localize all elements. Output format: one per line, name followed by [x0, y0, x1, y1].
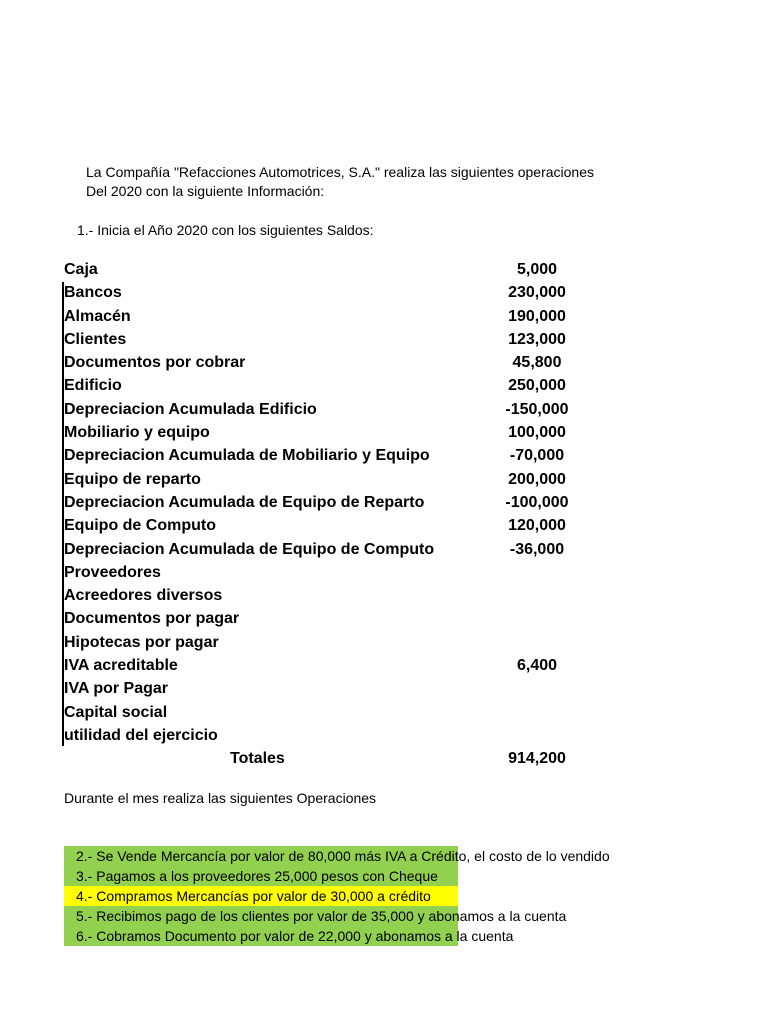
account-row — [62, 398, 592, 421]
account-value: -100,000 — [505, 493, 569, 511]
account-row — [62, 444, 592, 467]
account-name: IVA por Pagar — [64, 680, 169, 698]
account-value: 230,000 — [508, 284, 566, 302]
totals-label: Totales — [230, 750, 285, 767]
account-row — [62, 631, 592, 654]
account-name: Proveedores — [64, 563, 161, 581]
account-row — [62, 724, 592, 747]
totals-value: 914,200 — [508, 750, 566, 767]
account-value: 200,000 — [508, 470, 566, 488]
account-row — [62, 677, 592, 700]
account-name: Mobiliario y equipo — [64, 424, 210, 442]
account-row — [62, 305, 592, 328]
account-name: Equipo de Computo — [64, 517, 216, 535]
account-name: Equipo de reparto — [64, 470, 201, 488]
account-name: Depreciacion Acumulada Edificio — [64, 400, 317, 418]
account-value: 190,000 — [508, 307, 566, 325]
account-row — [62, 351, 592, 374]
operation-text: 4.- Compramos Mercancías por valor de 30,000 a crédito — [76, 888, 431, 904]
step-1-text: 1.- Inicia el Año 2020 con los siguientes Saldos: — [77, 222, 374, 238]
account-value: 100,000 — [508, 424, 566, 442]
account-row — [62, 607, 592, 630]
operation-text: 5.- Recibimos pago de los clientes por valor de 35,000 y abonamos a la cuenta — [76, 908, 567, 924]
account-row — [62, 584, 592, 607]
account-row — [62, 468, 592, 491]
account-row — [62, 561, 592, 584]
account-name: Edificio — [64, 377, 122, 395]
account-value: 123,000 — [508, 330, 566, 348]
account-name: Bancos — [64, 284, 122, 302]
account-value: 250,000 — [508, 377, 566, 395]
account-name: Depreciacion Acumulada de Equipo de Computo — [64, 540, 435, 558]
account-name: Acreedores diversos — [64, 587, 223, 605]
account-balance-list — [62, 258, 592, 747]
operation-text: 6.- Cobramos Documento por valor de 22,000 y abonamos a la cuenta — [76, 928, 514, 944]
account-value: 45,800 — [512, 354, 562, 372]
account-row — [62, 491, 592, 514]
account-row — [62, 701, 592, 724]
account-value: 5,000 — [516, 261, 558, 278]
intro-line-1: La Compañía "Refacciones Automotrices, S.A." realiza las siguientes operaciones — [86, 164, 594, 180]
account-name: Documentos por cobrar — [64, 354, 246, 372]
account-value: -36,000 — [509, 540, 565, 558]
operation-text: 2.- Se Vende Mercancía por valor de 80,000 más IVA a Crédito, el costo de lo vendido — [76, 848, 610, 864]
operation-text: 3.- Pagamos a los proveedores 25,000 pesos con Cheque — [76, 868, 438, 884]
account-name: Caja — [64, 261, 98, 278]
intro-line-2: Del 2020 con la siguiente Información: — [86, 183, 325, 199]
totals-row — [62, 747, 592, 770]
account-row — [62, 538, 592, 561]
account-row — [62, 421, 592, 444]
operation-item — [64, 866, 627, 886]
account-name: IVA acreditable — [64, 657, 178, 675]
account-row — [62, 258, 592, 281]
operation-item — [64, 846, 627, 866]
account-row — [62, 654, 592, 677]
account-value: 6,400 — [516, 657, 558, 675]
account-name: utilidad del ejercicio — [64, 726, 218, 744]
account-name: Depreciacion Acumulada de Equipo de Reparto — [64, 493, 425, 511]
account-value: -150,000 — [505, 400, 569, 418]
account-name: Depreciacion Acumulada de Mobiliario y Equipo — [64, 447, 430, 465]
operation-item — [64, 926, 627, 946]
account-row — [62, 374, 592, 397]
operations-list — [64, 846, 627, 946]
operations-intro-text: Durante el mes realiza las siguientes Operaciones — [64, 790, 377, 806]
account-row — [62, 281, 592, 304]
account-row — [62, 328, 592, 351]
account-name: Almacén — [64, 307, 131, 325]
account-row — [62, 514, 592, 537]
account-name: Capital social — [64, 703, 168, 721]
operation-item — [64, 906, 627, 926]
account-name: Hipotecas por pagar — [64, 633, 219, 651]
account-value: -70,000 — [509, 447, 565, 465]
account-name: Documentos por pagar — [64, 610, 240, 628]
account-name: Clientes — [64, 330, 127, 348]
account-value: 120,000 — [508, 517, 566, 535]
operation-item — [64, 886, 627, 906]
